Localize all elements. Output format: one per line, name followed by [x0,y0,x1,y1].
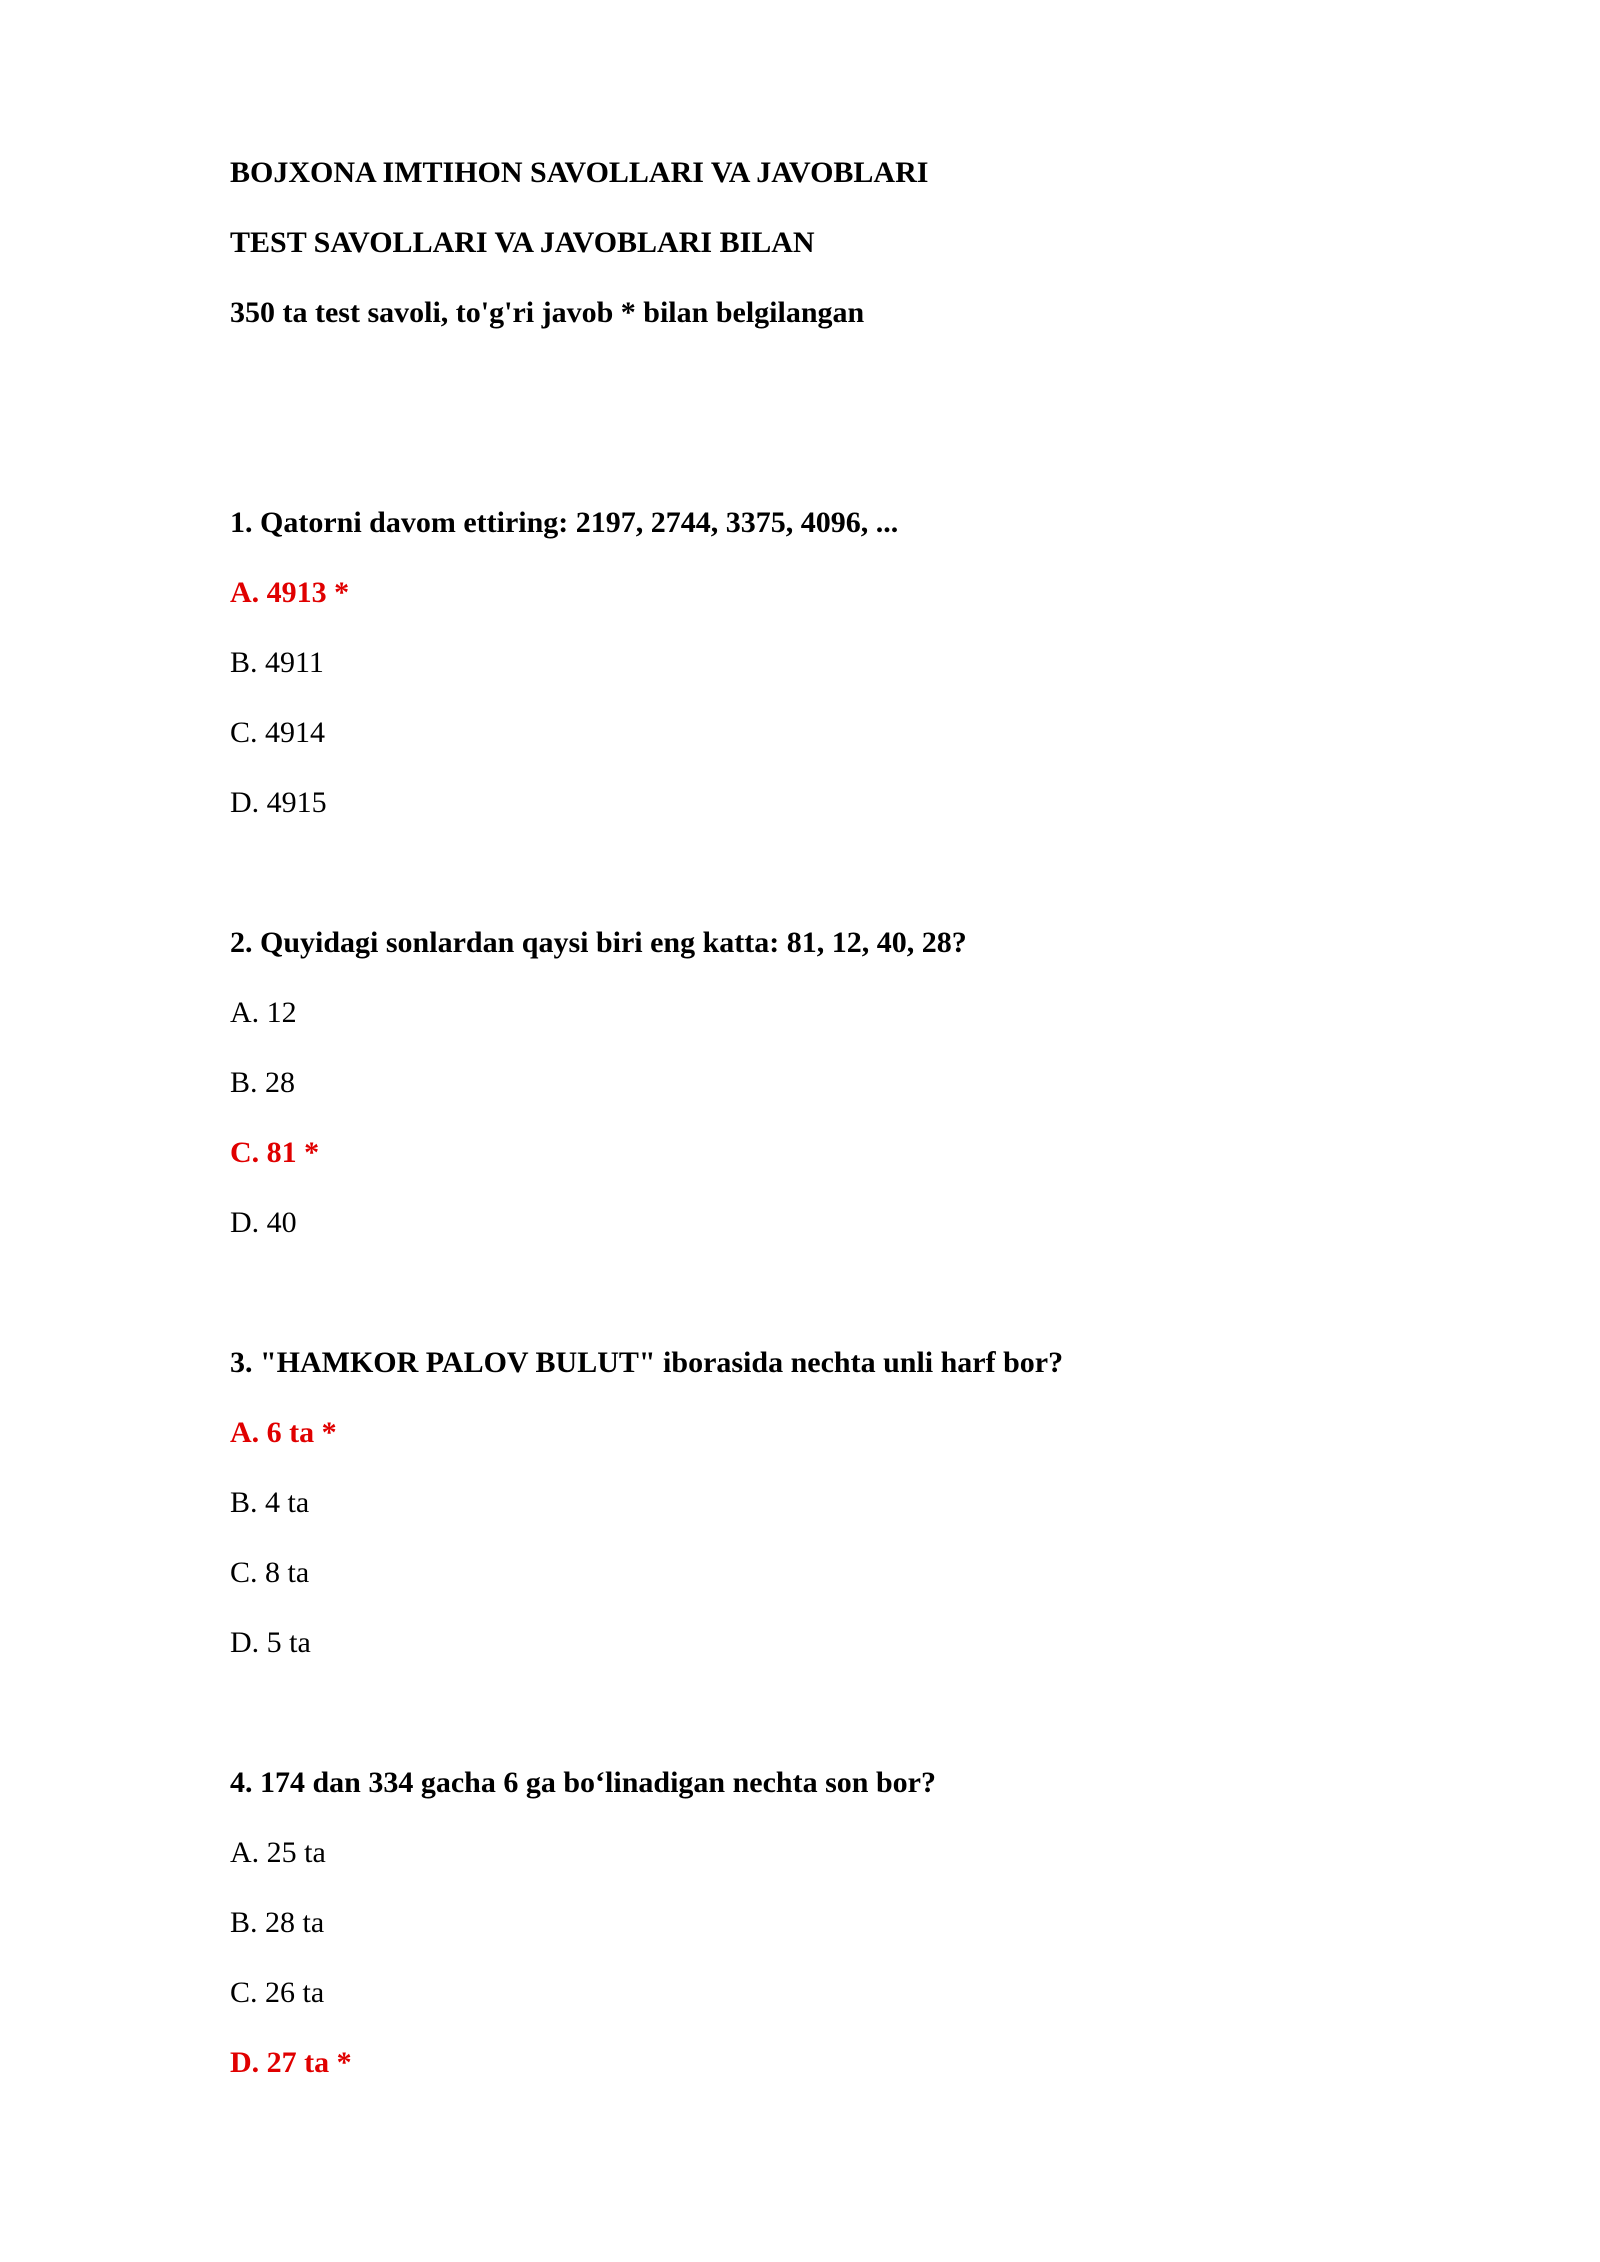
answer-option: C. 26 ta [230,1976,325,2009]
question-text: 4. 174 dan 334 gacha 6 ga bo‘linadigan nechta son bor? [230,1766,936,1799]
answer-option-correct: A. 6 ta * [230,1416,337,1449]
answer-option-correct: A. 4913 * [230,576,350,609]
question-text: 3. "HAMKOR PALOV BULUT" iborasida nechta unli harf bor? [230,1346,1064,1379]
document-title: BOJXONA IMTIHON SAVOLLARI VA JAVOBLARI [230,156,929,189]
answer-option: C. 8 ta [230,1556,310,1589]
answer-option: A. 12 [230,996,297,1029]
answer-option: B. 28 ta [230,1906,325,1939]
answer-option: B. 4911 [230,646,324,679]
answer-option: D. 4915 [230,786,327,819]
document-subtitle: TEST SAVOLLARI VA JAVOBLARI BILAN [230,226,815,259]
answer-option-correct: C. 81 * [230,1136,320,1169]
answer-option: B. 4 ta [230,1486,310,1519]
document-note: 350 ta test savoli, to'g'ri javob * bilan belgilangan [230,296,865,329]
answer-option: B. 28 [230,1066,296,1099]
answer-option: A. 25 ta [230,1836,326,1869]
question-text: 2. Quyidagi sonlardan qaysi biri eng katta: 81, 12, 40, 28? [230,926,967,959]
answer-option: C. 4914 [230,716,326,749]
question-text: 1. Qatorni davom ettiring: 2197, 2744, 3375, 4096, ... [230,506,899,539]
answer-option: D. 5 ta [230,1626,311,1659]
answer-option-correct: D. 27 ta * [230,2046,352,2079]
answer-option: D. 40 [230,1206,297,1239]
